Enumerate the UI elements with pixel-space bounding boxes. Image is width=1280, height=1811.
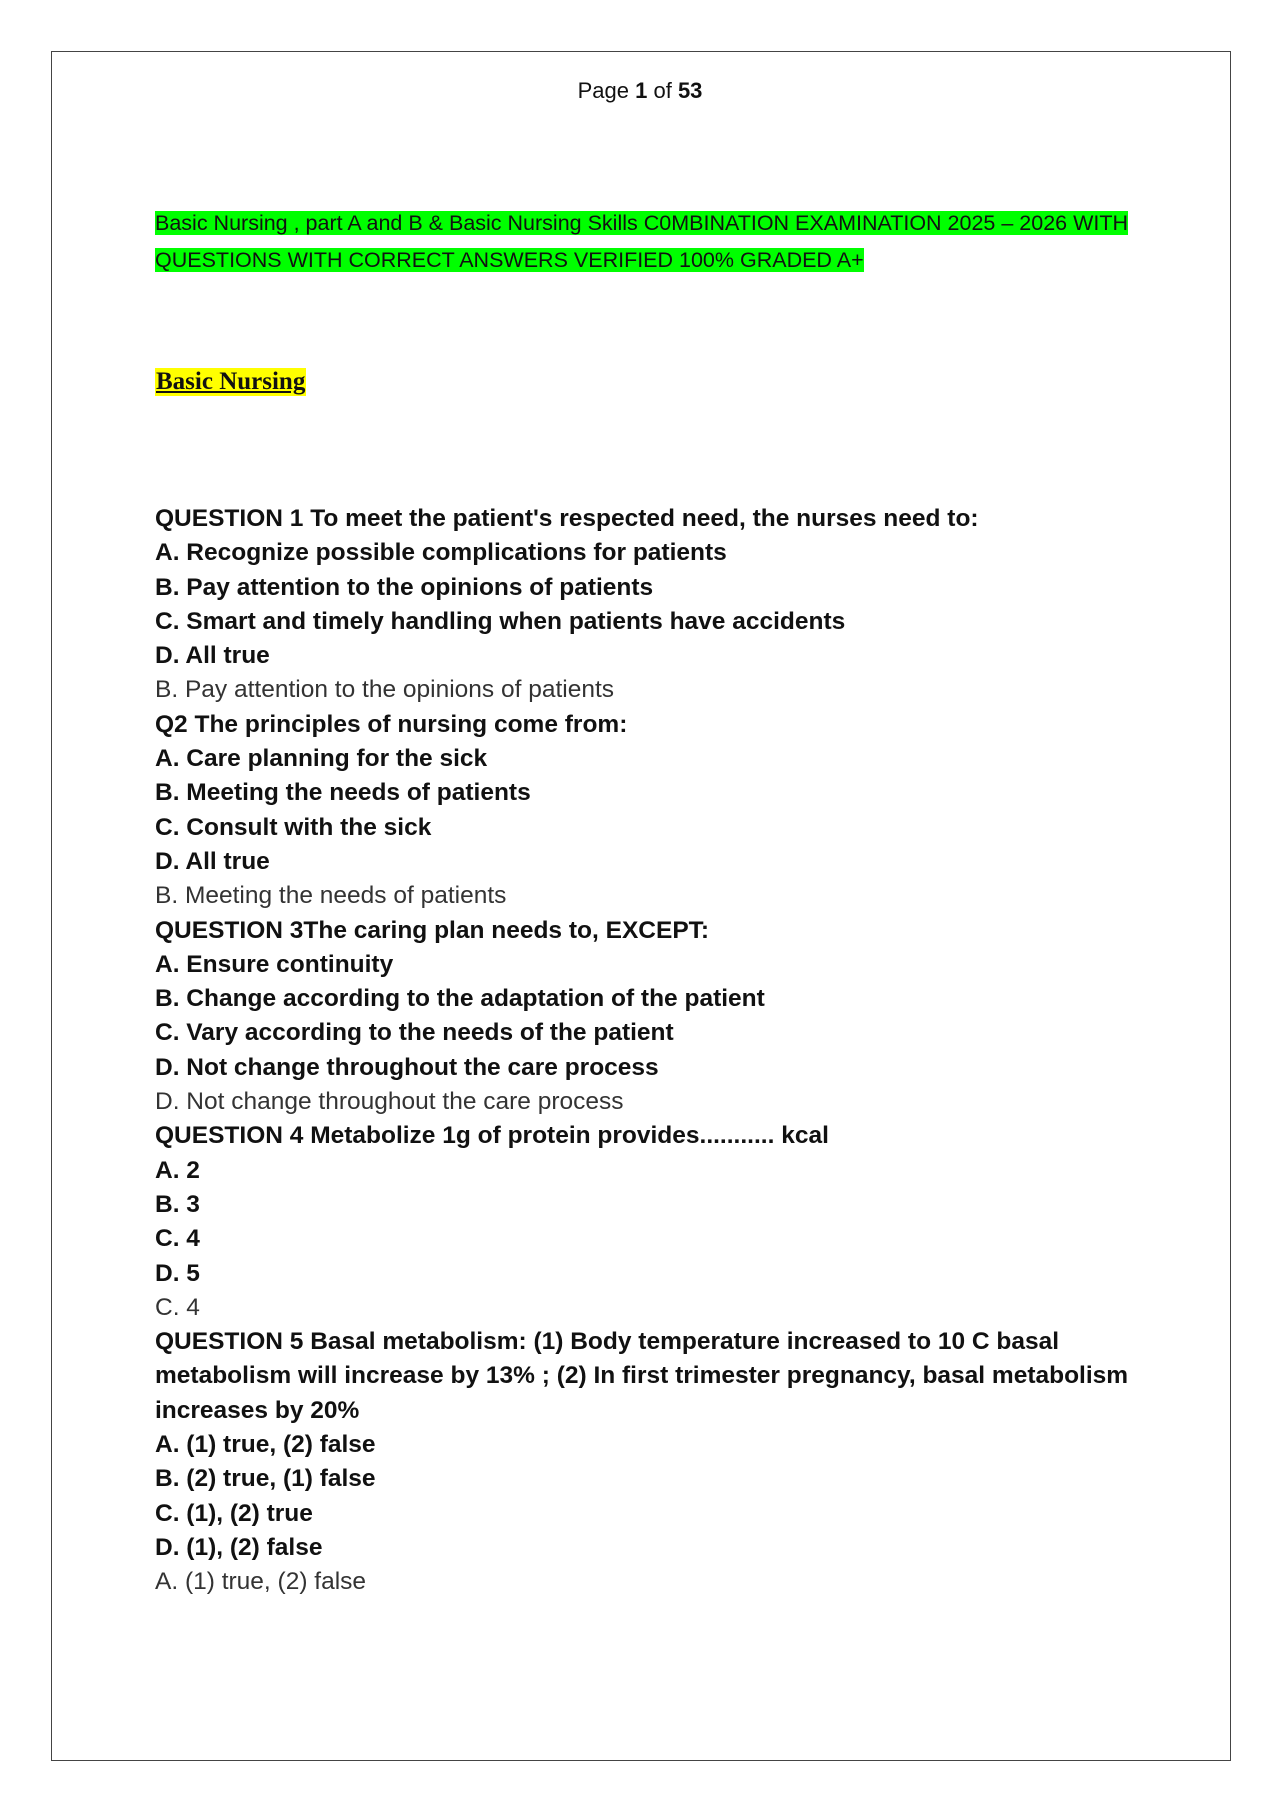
question-1-option-b: B. Pay attention to the opinions of patients: [155, 573, 654, 601]
question-4-text: QUESTION 4 Metabolize 1g of protein provides........... kcal: [155, 1122, 829, 1150]
question-1-option-d: D. All true: [155, 642, 270, 670]
section-heading: Basic Nursing: [156, 368, 306, 395]
question-3-option-d: D. Not change throughout the care process: [155, 1053, 659, 1081]
question-2-option-a: A. Care planning for the sick: [155, 745, 488, 773]
question-4-option-b: B. 3: [155, 1190, 200, 1218]
question-5-option-d: D. (1), (2) false: [155, 1533, 323, 1561]
question-2-answer: B. Meeting the needs of patients: [155, 882, 507, 910]
question-5-answer: A. (1) true, (2) false: [155, 1568, 367, 1596]
question-4-option-c: C. 4: [155, 1225, 200, 1253]
question-1-option-c: C. Smart and timely handling when patients have accidents: [155, 607, 846, 635]
question-2-option-c: C. Consult with the sick: [155, 813, 432, 841]
page-of-label: of: [653, 78, 672, 103]
question-5-option-b: B. (2) true, (1) false: [155, 1465, 376, 1493]
question-5-text: QUESTION 5 Basal metabolism: (1) Body temperature increased to 10 C basal metabolism will increase by 13% ; (2) In first trimester pregnancy, basal metabolism increases by 20%: [155, 1328, 1129, 1424]
page-number-header: [0, 78, 1280, 104]
question-3-option-a: A. Ensure continuity: [155, 950, 394, 978]
page-label: Page: [577, 78, 629, 103]
question-2-text: Q2 The principles of nursing come from:: [155, 710, 628, 738]
question-4-option-d: D. 5: [155, 1259, 200, 1287]
question-list: [155, 502, 1155, 1600]
question-1-option-a: A. Recognize possible complications for patients: [155, 539, 727, 567]
document-title: [155, 205, 1155, 279]
page-total: 53: [677, 78, 703, 103]
question-1-answer: B. Pay attention to the opinions of patients: [155, 676, 615, 704]
question-4-answer: C. 4: [155, 1293, 200, 1321]
question-5-option-a: A. (1) true, (2) false: [155, 1431, 376, 1459]
question-3-option-b: B. Change according to the adaptation of the patient: [155, 985, 765, 1013]
question-3-text: QUESTION 3The caring plan needs to, EXCEPT:: [155, 916, 710, 944]
question-2-option-b: B. Meeting the needs of patients: [155, 779, 531, 807]
question-3-option-c: C. Vary according to the needs of the patient: [155, 1019, 674, 1047]
document-title-text: Basic Nursing , part A and B & Basic Nursing Skills C0MBINATION EXAMINATION 2025 – 2026 WITH QUESTIONS WITH CORRECT ANSWERS VERIFIED 100% GRADED A+: [155, 211, 1129, 272]
question-2-option-d: D. All true: [155, 847, 270, 875]
question-1-text: QUESTION 1 To meet the patient's respected need, the nurses need to:: [155, 505, 979, 532]
question-5-option-c: C. (1), (2) true: [155, 1499, 313, 1527]
question-3-answer: D. Not change throughout the care process: [155, 1088, 624, 1116]
question-4-option-a: A. 2: [155, 1156, 200, 1184]
page-current: 1: [635, 78, 648, 103]
